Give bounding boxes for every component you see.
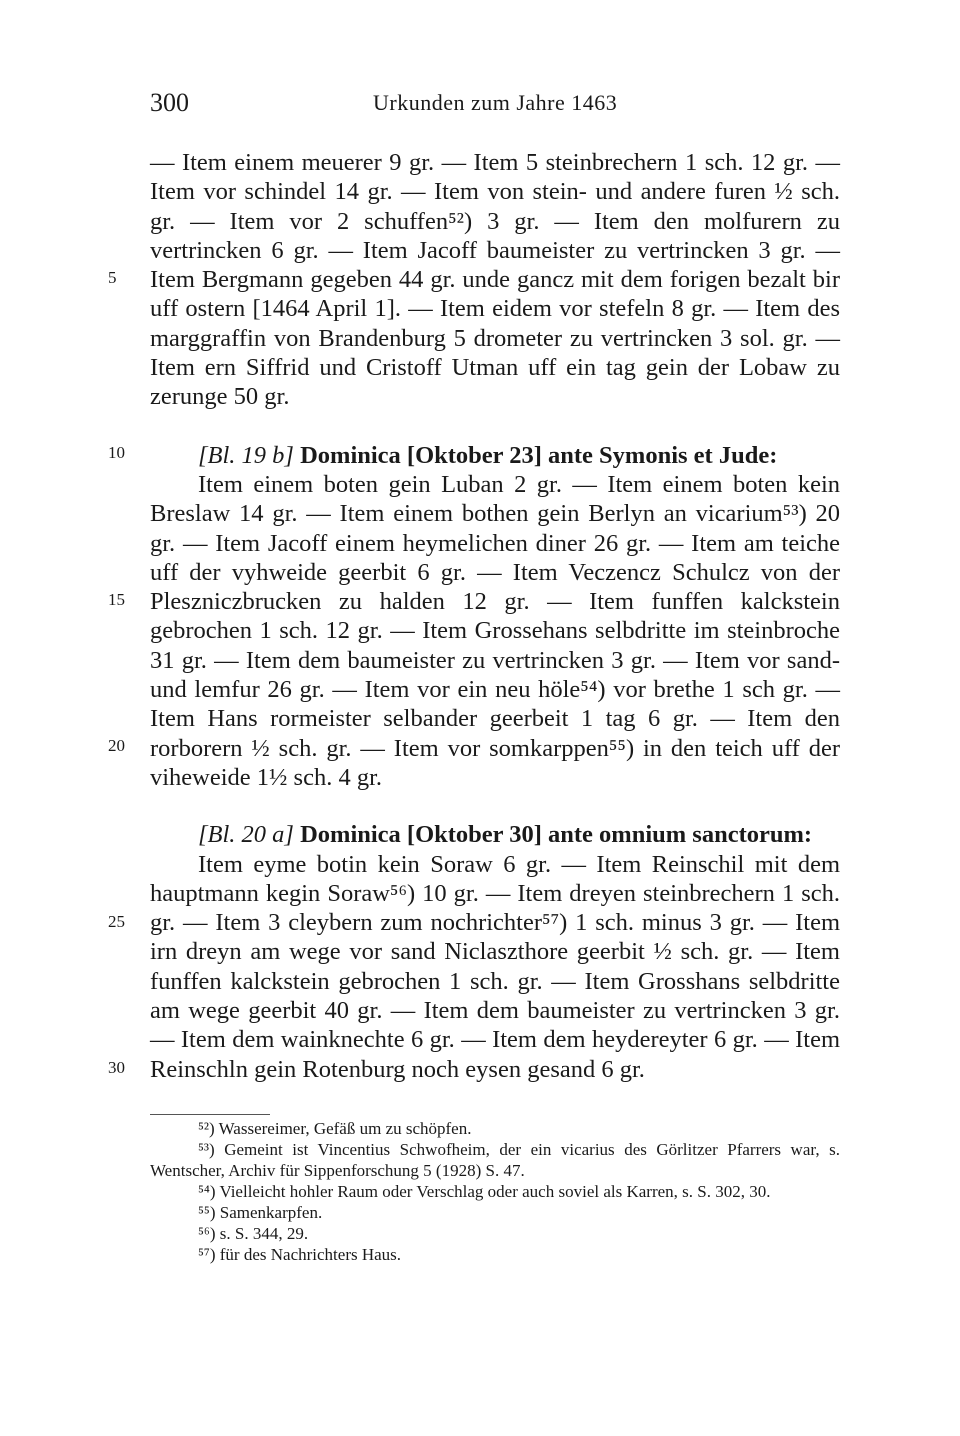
folio-reference: [Bl. 20 a]	[198, 821, 294, 849]
line-number: 25	[108, 912, 125, 931]
paragraph-2: Item einem boten gein Luban 2 gr. — Item einem boten kein Breslaw 14 gr. — Item einem bothen gein Berlyn an vicarium⁵³) 20 gr. — Item Jacoff einem heymelichen diner 26 gr. — Item am teiche uff der vyhweide geerbit 6 gr. — Item Veczencz Schulcz von der Pleszniczbrucken zu halden 12 gr. — Item funffen kalckstein gebrochen 1 sch. 12 gr. — Item Grossehans selbdritte im steinbroche 31 gr. — Item dem baumeister zu vertrincken 3 gr. — Item vor sand- und lemfur 26 gr. — Item vor ein neu höle⁵⁴) vor brethe 1 sch gr. — Item Hans rormeister selbander geerbeit 1 tag 6 gr. — Item den rorborern ½ sch. gr. — Item vor somkarppen⁵⁵) in den teich uff der viheweide 1½ sch. 4 gr.	[150, 470, 840, 791]
footnote-56: ⁵⁶) s. S. 344, 29.	[198, 1224, 309, 1243]
paragraph-3: Item eyme botin kein Soraw 6 gr. — Item Reinschil mit dem hauptmann kegin Soraw⁵⁶) 10 gr. — Item dreyen steinbrechern 1 sch. gr. — Item 3 cleybern zum nochrichter⁵⁷) 1 sch. minus 3 gr. — Item irn dreyn am wege vor sand Niclaszthore geerbit ½ sch. gr. — Item funffen kalckstein gebrochen 1 sch. gr. — Item Grosshans selbdritte am wege geerbit 40 gr. — Item dem baumeister zu vertrincken 3 gr. — Item dem wainknechte 6 gr. — Item dem heydereyter 6 gr. — Item Reinschln gein Rotenburg noch eysen gesand 6 gr.	[150, 850, 840, 1083]
footnotes	[150, 1118, 840, 1265]
footnote-57: ⁵⁷) für des Nachrichters Haus.	[198, 1245, 402, 1264]
footnote-rule	[150, 1114, 270, 1115]
footnote-53: ⁵³) Gemeint ist Vincentius Schwofheim, der ein vicarius des Görlitzer Pfarrers war, s. Wentscher, Archiv für Sippenforschung 5 (1928) S. 47.	[150, 1140, 840, 1180]
section-heading-oktober-23	[150, 441, 840, 470]
section-title: Dominica [Oktober 23] ante Symonis et Jude:	[300, 441, 778, 469]
page-number: 300	[150, 88, 189, 117]
line-number: 20	[108, 736, 125, 755]
paragraph-1: — Item einem meuerer 9 gr. — Item 5 steinbrechern 1 sch. 12 gr. — Item vor schindel 14 gr. — Item von stein- und andere furen ½ sch. gr. — Item vor 2 schuffen⁵²) 3 gr. — Item den molfurern zu vertrincken 6 gr. — Item Jacoff baumeister zu vertrincken 3 gr. — Item Bergmann gegeben 44 gr. unde gancz mit dem forigen bezalt bir uff ostern [1464 April 1]. — Item eidem vor stefeln 8 gr. — Item des marggraffin von Brandenburg 5 drometer zu vertrincken 3 sol. gr. — Item ern Siffrid und Cristoff Utman uff ein tag gein der Lobaw zu zerunge 50 gr.	[150, 149, 840, 411]
footnote-55: ⁵⁵) Samenkarpfen.	[198, 1203, 323, 1222]
footnote-54: ⁵⁴) Vielleicht hohler Raum oder Verschlag oder auch soviel als Karren, s. S. 302, 30.	[198, 1182, 771, 1201]
line-number: 30	[108, 1058, 125, 1077]
line-number: 15	[108, 590, 125, 609]
footnote-52: ⁵²) Wassereimer, Gefäß um zu schöpfen.	[198, 1119, 472, 1138]
line-number: 10	[108, 443, 125, 462]
main-text	[150, 148, 840, 1084]
folio-reference: [Bl. 19 b]	[198, 441, 294, 469]
line-number: 5	[108, 268, 117, 287]
section-heading-oktober-30	[150, 820, 840, 849]
running-head: Urkunden zum Jahre 1463	[373, 90, 618, 115]
section-title: Dominica [Oktober 30] ante omnium sanctorum:	[300, 821, 813, 849]
